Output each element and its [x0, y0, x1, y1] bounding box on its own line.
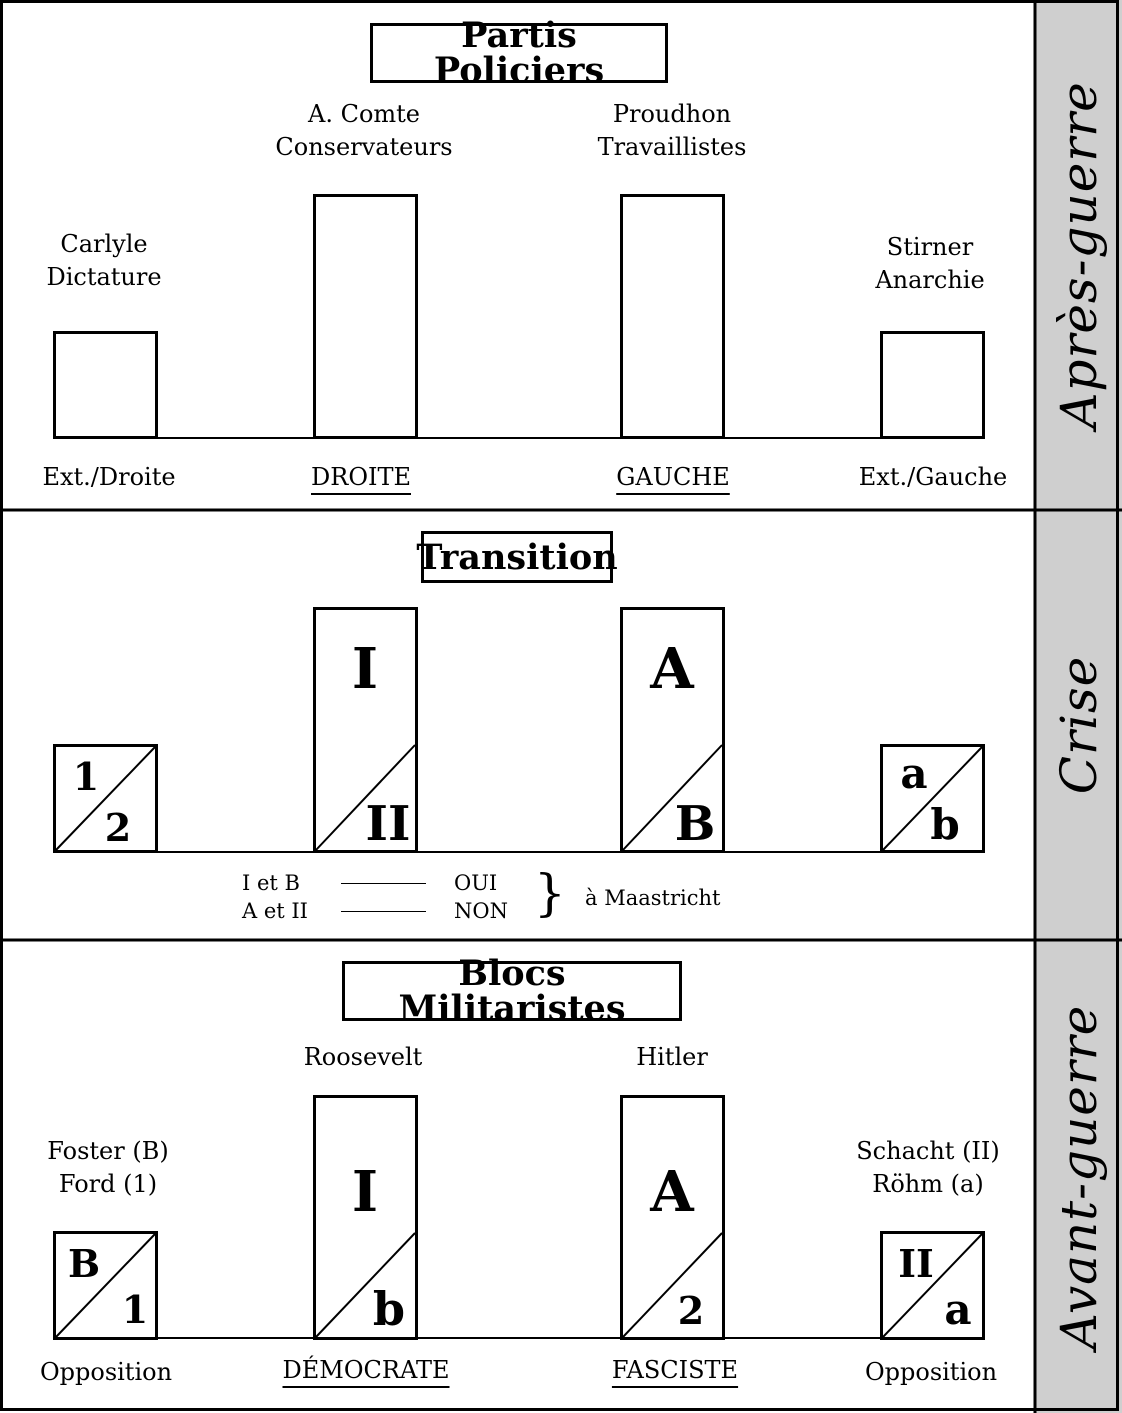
post-war-side-label: Après-guerre — [1049, 81, 1108, 429]
column-top-line: Foster (B) — [47, 1137, 169, 1165]
droite-label: DROITE — [311, 463, 411, 491]
box-upper-mark: A — [650, 636, 694, 702]
column-top-line: Carlyle — [60, 230, 148, 258]
ext-gauche-label: Ext./Gauche — [858, 463, 1008, 491]
crisis-title: Transition — [421, 531, 613, 583]
box-lower-mark: b — [372, 1282, 406, 1336]
box-upper-mark: I — [351, 1159, 379, 1225]
column-top-line: Conservateurs — [275, 133, 453, 161]
column-top-line: Travaillistes — [597, 133, 747, 161]
box-lower-mark: 2 — [104, 805, 132, 850]
column-top-line: Ford (1) — [58, 1170, 158, 1198]
legend-pair-2: A et II — [242, 899, 308, 923]
legend-pair-1: I et B — [242, 871, 300, 895]
opposition-left-label: Opposition — [39, 1358, 173, 1386]
crisis-side-label: Crise — [1049, 655, 1108, 795]
pre-war-side-label: Avant-guerre — [1049, 1004, 1108, 1349]
box-lower-mark: a — [944, 1285, 972, 1334]
legend-vote-1: OUI — [454, 871, 498, 895]
column-top-line: Proudhon — [612, 100, 732, 128]
column-top-line: Dictature — [46, 263, 162, 291]
box-upper-mark: A — [650, 1159, 694, 1225]
column-top-line: Roosevelt — [303, 1043, 423, 1071]
column-top-line: A. Comte — [307, 100, 421, 128]
box-lower-mark: b — [930, 800, 960, 849]
box-upper-mark: B — [67, 1241, 101, 1286]
column-top-line: Röhm (a) — [872, 1170, 984, 1198]
post-war-title: Partis Policiers — [370, 23, 668, 83]
legend-note: à Maastricht — [585, 886, 721, 910]
gauche-label: GAUCHE — [616, 463, 730, 491]
column-top-line: Schacht (II) — [856, 1137, 1000, 1165]
box-upper-mark: II — [898, 1241, 934, 1286]
ext-droite-label: Ext./Droite — [42, 463, 176, 491]
box-lower-mark: B — [674, 796, 716, 852]
box-upper-mark: a — [900, 749, 928, 798]
box-lower-mark: 1 — [121, 1287, 149, 1332]
column-top-line: Hitler — [636, 1043, 708, 1071]
legend-brace: } — [534, 864, 566, 922]
legend-vote-2: NON — [454, 899, 508, 923]
pre-war-title: Blocs Militaristes — [342, 961, 682, 1021]
box-lower-mark: II — [365, 796, 411, 852]
opposition-right-label: Opposition — [864, 1358, 998, 1386]
democrate-label: DÉMOCRATE — [282, 1356, 450, 1384]
box-upper-mark: I — [351, 636, 379, 702]
box-lower-mark: 2 — [677, 1288, 705, 1333]
column-top-line: Stirner — [886, 233, 974, 261]
column-top-line: Anarchie — [875, 266, 985, 294]
fasciste-label: FASCISTE — [611, 1356, 739, 1384]
box-upper-mark: 1 — [72, 754, 100, 799]
